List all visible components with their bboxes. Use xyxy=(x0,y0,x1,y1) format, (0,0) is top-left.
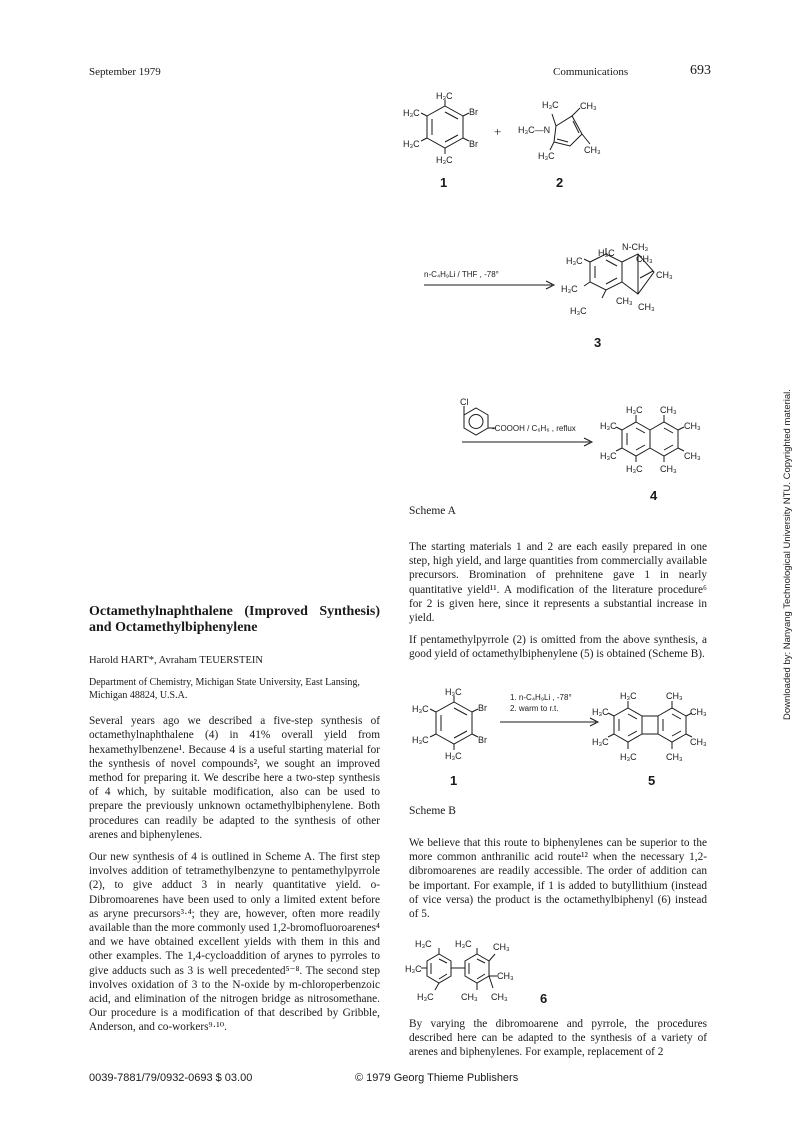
methyl-label: H₃C xyxy=(542,100,559,110)
methyl-label: H₃C xyxy=(445,751,462,761)
methyl-label: H₃C xyxy=(436,92,453,101)
methyl-label: CH₃ xyxy=(656,270,673,280)
footer-code: 0039-7881/79/0932-0693 $ 03.00 xyxy=(89,1072,253,1084)
methyl-label: CH₃ xyxy=(660,464,677,474)
methyl-label: CH₃ xyxy=(660,405,677,415)
paragraph-starting-materials: The starting materials 1 and 2 are each easily prepared in one step, high yield, and large quantities from commercially available precursors. Bromination of prehnitene gave 1 in nearly quantitative yield¹¹. A modification of the literature procedure⁶ for 2 is given here, since it represents a substantial increase in yield. xyxy=(409,541,707,625)
structure-compound-4 xyxy=(598,400,708,482)
left-column xyxy=(89,604,380,1043)
scheme-b-caption: Scheme B xyxy=(409,805,456,817)
reaction-arrow xyxy=(424,280,556,290)
methyl-label: H₃C xyxy=(538,151,555,161)
methyl-label: CH₃ xyxy=(497,971,514,981)
scheme-a-caption: Scheme A xyxy=(409,505,456,517)
right-column-bottom xyxy=(409,1017,707,1068)
page-number: 693 xyxy=(690,63,711,78)
compound-label-3: 3 xyxy=(594,335,602,350)
methyl-label: H₃C xyxy=(600,421,617,431)
n-methyl-label: H₃C—N xyxy=(518,125,551,135)
structure-compound-1-scheme-b xyxy=(409,688,499,768)
structure-compound-1 xyxy=(400,92,490,174)
methyl-label: H₃C xyxy=(620,691,637,701)
methyl-label: H₃C xyxy=(592,707,609,717)
methyl-label: CH₃ xyxy=(616,296,633,306)
bromo-label: Br xyxy=(478,735,487,745)
bromo-label: Br xyxy=(469,139,478,149)
article-affiliation: Department of Chemistry, Michigan State University, East Lansing, Michigan 48824, U.S.A. xyxy=(89,677,360,701)
structure-compound-3 xyxy=(558,228,688,322)
methyl-label: H₃C xyxy=(455,939,472,949)
methyl-label: H₃C xyxy=(626,464,643,474)
paragraph-scheme-a: Our new synthesis of 4 is outlined in Scheme A. The first step involves addition of tetramethylbenzyne to pentamethylpyrrole (2), to give adduct 3 in nearly quantitative yield. o-Dibromoarenes have been used to only a limited extent before as aryne precursors³·⁴; they are, however, often more readily available than the more commonly used 1,2-bromofluoroarenes⁴ and we have obtained excellent yields with them in this and other examples. The 1,4-cycloaddition of arynes to pyrroles to give adducts such as 3 is well precedented⁵⁻⁸. The second step involves oxidation of 3 to the N-oxide by m-chloroperbenzoic acid, and elimination of the nitrogen bridge as nitrosomethane. Our procedure is a modification of that described by Gribble, Anderson, and co-workers⁹·¹⁰. xyxy=(89,851,380,1034)
compound-label-1: 1 xyxy=(440,175,448,190)
methyl-label: CH₃ xyxy=(666,752,683,762)
methyl-label: H₃C xyxy=(598,248,615,258)
methyl-label: H₃C xyxy=(620,752,637,762)
download-notice: Downloaded by: Nanyang Technological University NTU. Copyrighted material. xyxy=(782,389,793,720)
article-authors: Harold HART*, Avraham TEUERSTEIN xyxy=(89,655,263,666)
methyl-label: H₃C xyxy=(600,451,617,461)
methyl-label: CH₃ xyxy=(684,451,701,461)
structure-compound-2 xyxy=(512,96,612,170)
structure-compound-6 xyxy=(405,936,548,1006)
plus-sign: + xyxy=(494,124,502,139)
methyl-label: CH₃ xyxy=(666,691,683,701)
reagent-b-line2: 2. warm to r.t. xyxy=(510,704,559,713)
methyl-label: CH₃ xyxy=(580,101,597,111)
structure-chlorobenzene-ring xyxy=(456,396,496,440)
methyl-label: H₃C xyxy=(405,964,422,974)
compound-label-6: 6 xyxy=(540,991,548,1006)
methyl-label: CH₃ xyxy=(690,707,707,717)
right-column-middle xyxy=(409,836,707,929)
methyl-label: CH₃ xyxy=(584,145,601,155)
article-title: Octamethylnaphthalene (Improved Synthesis) and Octamethylbiphenylene xyxy=(89,604,380,635)
methyl-label: H₃C xyxy=(412,735,429,745)
methyl-label: H₃C xyxy=(626,405,643,415)
compound-label-5: 5 xyxy=(648,773,656,788)
reagent-step2: -COOOH / C₆H₆ , reflux xyxy=(492,424,576,433)
methyl-label: CH₃ xyxy=(684,421,701,431)
paragraph-biphenylene-route: We believe that this route to biphenylenes can be superior to the more common anthranilic acid route¹² when the necessary 1,2-dibromoarenes are readily accessible. The order of addition can be important. For example, if 1 is added to butyllithium (instead of vice versa) the product is the octamethylbiphenyl (6) instead of 5. xyxy=(409,837,707,921)
methyl-label: CH₃ xyxy=(461,992,478,1002)
methyl-label: CH₃ xyxy=(491,992,508,1002)
compound-label-2: 2 xyxy=(556,175,564,190)
compound-label-4: 4 xyxy=(650,488,658,503)
methyl-label: H₃C xyxy=(412,704,429,714)
reagent-b-line1: 1. n-C₄H₉Li , -78° xyxy=(510,693,572,702)
methyl-label: H₃C xyxy=(570,306,587,316)
reaction-arrow xyxy=(500,717,600,727)
reagent-step1: n-C₄H₉Li / THF , -78° xyxy=(424,270,499,279)
paragraph-biphenylene-intro: If pentamethylpyrrole (2) is omitted from the above synthesis, a good yield of octamethylbiphenylene (5) is obtained (Scheme B). xyxy=(409,634,707,661)
paragraph-variation: By varying the dibromoarene and pyrrole, the procedures described here can be adapted to the synthesis of a variety of arenes and biphenylenes. For example, replacement of 2 xyxy=(409,1018,707,1059)
paragraph-intro: Several years ago we described a five-step synthesis of octamethylnaphthalene (4) in 41% overall yield from hexamethylbenzene¹. Because 4 is a useful starting material for the synthesis of novel compounds², we sought an improved method for preparing it. We describe here a two-step synthesis of 4 which, by suitable modification, also can be used to prepare the previously unknown octamethylbiphenylene. Both procedures can readily be adapted to the synthesis of other arenes and biphenylenes. xyxy=(89,715,380,841)
header-date: September 1979 xyxy=(89,66,161,78)
methyl-label: CH₃ xyxy=(690,737,707,747)
methyl-label: H₃C xyxy=(436,155,453,165)
n-methyl-label: N-CH₃ xyxy=(622,242,649,252)
methyl-label: CH₃ xyxy=(493,942,510,952)
reaction-arrow xyxy=(462,437,594,447)
bromo-label: Br xyxy=(478,703,487,713)
header-section: Communications xyxy=(553,66,629,78)
methyl-label: H₃C xyxy=(403,108,420,118)
methyl-label: H₃C xyxy=(417,992,434,1002)
right-column-top xyxy=(409,540,707,670)
methyl-label: H₃C xyxy=(415,939,432,949)
chloro-label: Cl xyxy=(460,397,469,407)
methyl-label: CH₃ xyxy=(636,254,653,264)
methyl-label: H₃C xyxy=(592,737,609,747)
methyl-label: H₃C xyxy=(445,688,462,697)
bromo-label: Br xyxy=(469,107,478,117)
methyl-label: H₃C xyxy=(403,139,420,149)
footer-copyright: © 1979 Georg Thieme Publishers xyxy=(355,1072,519,1084)
structure-compound-5 xyxy=(592,688,712,772)
methyl-label: CH₃ xyxy=(638,302,655,312)
methyl-label: H₃C xyxy=(561,284,578,294)
compound-label-1-b: 1 xyxy=(450,773,458,788)
methyl-label: H₃C xyxy=(566,256,583,266)
